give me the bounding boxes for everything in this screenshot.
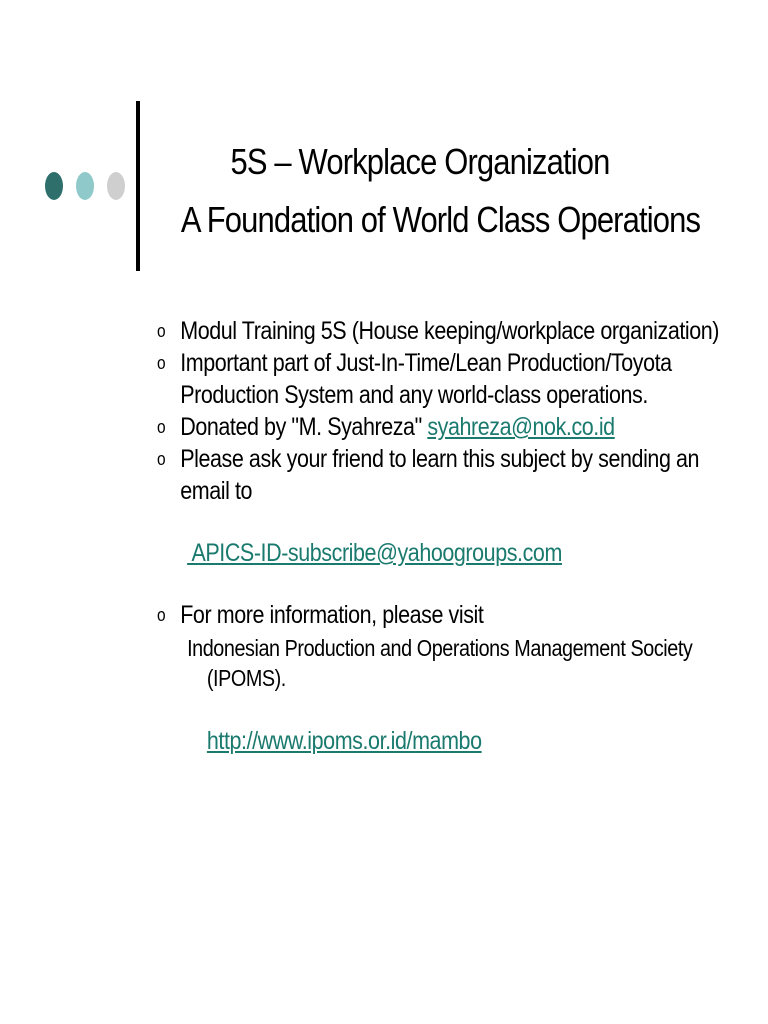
bullet-marker: o: [157, 605, 166, 625]
bullet-text: Modul Training 5S (House keeping/workplace organization): [180, 317, 720, 345]
title-divider: [136, 101, 140, 271]
bullet-text: Important part of Just-In-Time/Lean Production/Toyota: [180, 349, 672, 377]
decorative-dots: [45, 171, 125, 201]
bullet-marker: o: [157, 417, 166, 437]
slide-body: [157, 315, 747, 757]
org-line-2: (IPOMS).: [206, 665, 286, 691]
donor-email-link[interactable]: syahreza@nok.co.id: [427, 413, 615, 441]
bullet-text: For more information, please visit: [180, 601, 484, 629]
slide-title: [180, 133, 701, 249]
bullet-text: Donated by "M. Syahreza": [180, 413, 428, 441]
bullet-marker: o: [157, 449, 166, 469]
bullet-marker: o: [157, 353, 166, 373]
subscribe-email-link[interactable]: APICS-ID-subscribe@yahoogroups.com: [187, 539, 562, 567]
bullet-item-more-info: [157, 599, 664, 631]
website-link[interactable]: http://www.ipoms.or.id/mambo: [206, 727, 482, 755]
bullet-text: Please ask your friend to learn this subject by sending an: [180, 445, 700, 473]
bullet-marker: o: [157, 321, 166, 341]
bullet-item-jit: [157, 347, 672, 411]
bullet-text: email to: [180, 477, 253, 505]
bullet-item-donated: [157, 411, 664, 443]
bullet-text: Production System and any world-class operations.: [180, 381, 648, 409]
org-line-1: Indonesian Production and Operations Management Society: [187, 635, 693, 661]
dot-dark-icon: [45, 172, 63, 200]
bullet-item-training: [157, 315, 720, 347]
dot-gray-icon: [107, 172, 125, 200]
organization-name: [157, 633, 693, 693]
dot-light-teal-icon: [76, 172, 94, 200]
bullet-item-ask-friend: [157, 443, 700, 507]
title-line-1: 5S – Workplace Organization: [230, 141, 610, 182]
title-line-2: A Foundation of World Class Operations: [180, 199, 701, 240]
